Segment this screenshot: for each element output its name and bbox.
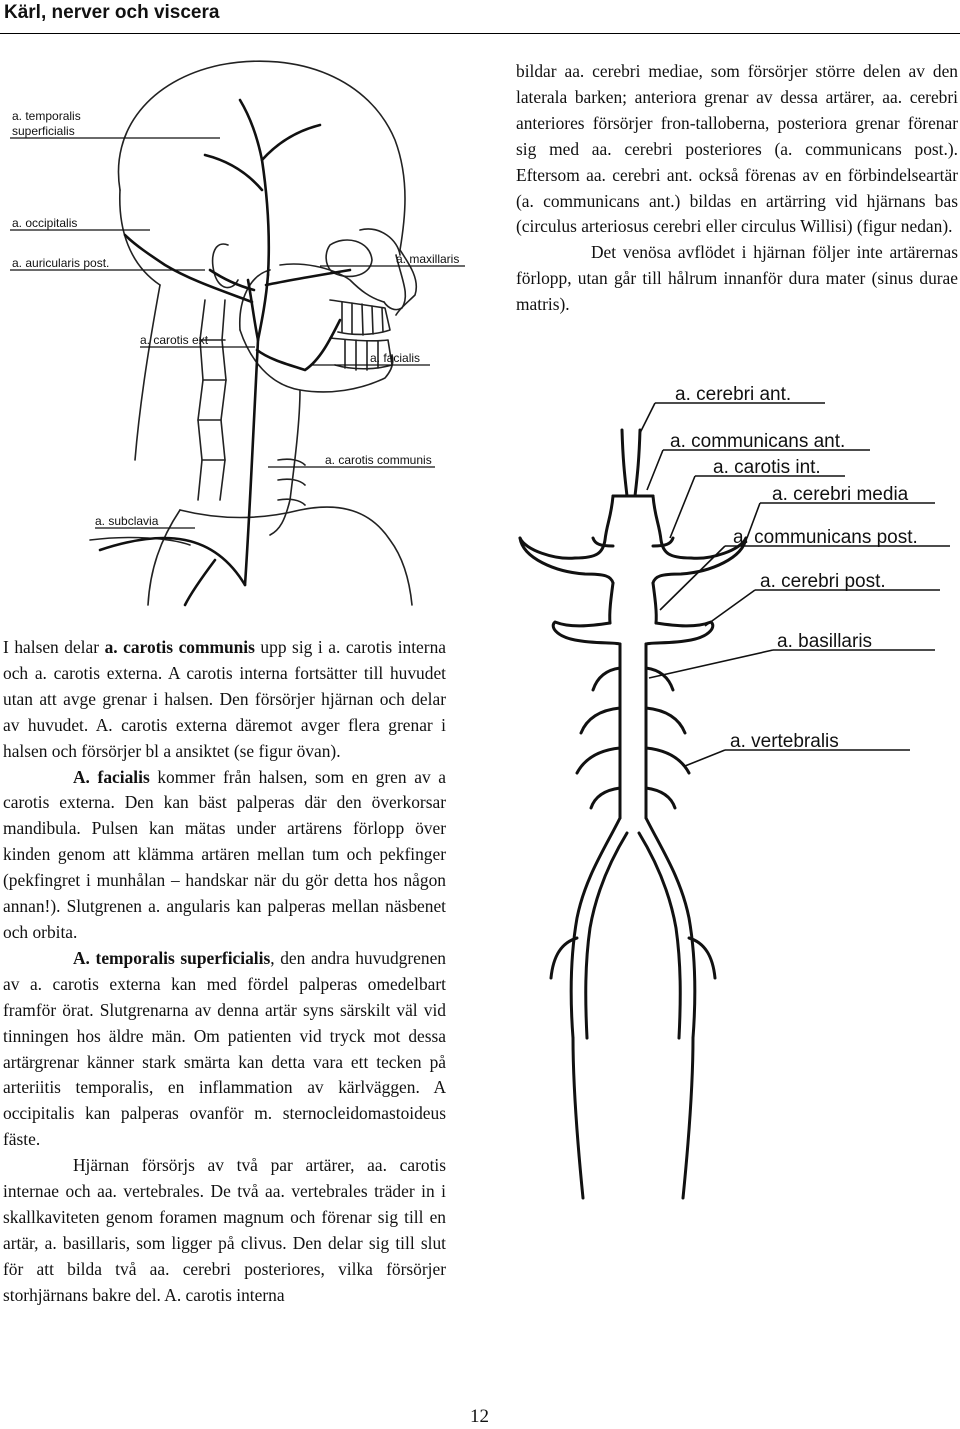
head-neck-arteries-figure <box>0 40 510 610</box>
text-run: upp sig i a. carotis interna och a. carotis externa. A carotis interna fortsätter till huvudet utan att avge grenar i halsen. Den försörjer hjärnan och delar av huvudet. A. carotis externa däremot avger flera grenar i halsen och försörjer bl a ansiktet (se figur övan). <box>3 637 446 761</box>
text-run: I halsen delar <box>3 637 105 657</box>
bold-term: a. carotis communis <box>104 637 255 657</box>
label-carotis-ext: a. carotis ext <box>140 333 209 347</box>
right-column-text <box>516 59 958 318</box>
left-paragraph-1 <box>3 635 446 765</box>
left-paragraph-2 <box>3 765 446 946</box>
label-basillaris: a. basillaris <box>777 631 873 652</box>
label-auricularis-post: a. auricularis post. <box>12 256 110 270</box>
label-vertebralis: a. vertebralis <box>730 731 839 752</box>
label-communicans-post: a. communicans post. <box>733 527 918 548</box>
label-cerebri-ant: a. cerebri ant. <box>675 384 792 405</box>
label-cerebri-post: a. cerebri post. <box>760 571 886 592</box>
text-run: , den andra huvudgrenen av a. carotis externa kan med fördel palperas omedelbart framför örat. Slutgrenarna av denna artär syns särskilt väl vid tinningen hos äldre män. Om patienten vid tryck mot dessa artärgrenar känner stark smärta kan detta vara ett tecken på arteriitis temporalis, en inflammation av kärlväggen. A occipitalis kan palperas ovanför m. sternocleidomastoideus fäste. <box>3 947 446 1150</box>
bold-term: A. facialis <box>73 766 150 787</box>
circulus-willisi-drawing <box>515 378 960 1408</box>
label-occipitalis: a. occipitalis <box>12 216 78 230</box>
label-communicans-ant: a. communicans ant. <box>670 431 846 452</box>
right-paragraph-2: Det venösa avflödet i hjärnan följer inte artärernas förlopp, utan går till hålrum innanför dura mater (sinus durae matris). <box>516 242 958 315</box>
label-subclavia: a. subclavia <box>95 514 159 528</box>
label-temporalis-2: superficialis <box>12 124 75 138</box>
label-temporalis-1: a. temporalis <box>12 109 81 123</box>
head-neck-arteries-drawing <box>0 40 510 610</box>
right-paragraph-1: bildar aa. cerebri mediae, som försörjer större delen av den laterala barken; anteriora grenar av dessa artärer, aa. cerebri anteriores försörjer fron-talloberna, posteriora grenar förenar sig med aa. cerebri posteriores (a. communicans post.). Eftersom aa. cerebri ant. också förenas av en förbindelseartär (a. communicans ant.) bildas en artärring vid hjärnans bas (circulus arteriosus cerebri eller circulus Willisi) (figur nedan). <box>516 61 958 237</box>
label-maxillaris: a. maxillaris <box>396 252 460 266</box>
header-rule <box>0 33 960 34</box>
circulus-willisi-figure <box>515 378 960 1408</box>
label-carotis-int: a. carotis int. <box>713 457 821 478</box>
label-carotis-communis: a. carotis communis <box>325 453 432 467</box>
page-number: 12 <box>470 1406 489 1427</box>
bold-term: A. temporalis superficialis <box>73 947 271 968</box>
label-facialis: a. facialis <box>370 351 421 365</box>
left-paragraph-3 <box>3 946 446 1153</box>
left-column-text <box>3 635 446 1309</box>
page-header-title: Kärl, nerver och viscera <box>4 2 220 23</box>
text-run: kommer från halsen, som en gren av a carotis externa. Den kan bäst palperas där den överkorsar mandibula. Pulsen kan mätas under artärens förlopp över kinden genom att klämma artären mellan tum och pekfinger (pekfingret i munhålan – handskar när du gör detta hos någon annan!). Slutgrenen a. angularis kan palperas mellan näsbenet och orbita. <box>3 766 446 942</box>
label-cerebri-media: a. cerebri media <box>772 484 909 505</box>
left-paragraph-4: Hjärnan försörjs av två par artärer, aa. carotis internae och aa. vertebrales. De två aa. vertebrales träder in i skallkaviteten genom foramen magnum och förenar sig till en artär, a. basillaris, som ligger på clivus. Den delar sig till slut för att bilda två aa. cerebri posteriores, vilka försörjer storhjärnans bakre del. A. carotis interna <box>3 1155 446 1305</box>
